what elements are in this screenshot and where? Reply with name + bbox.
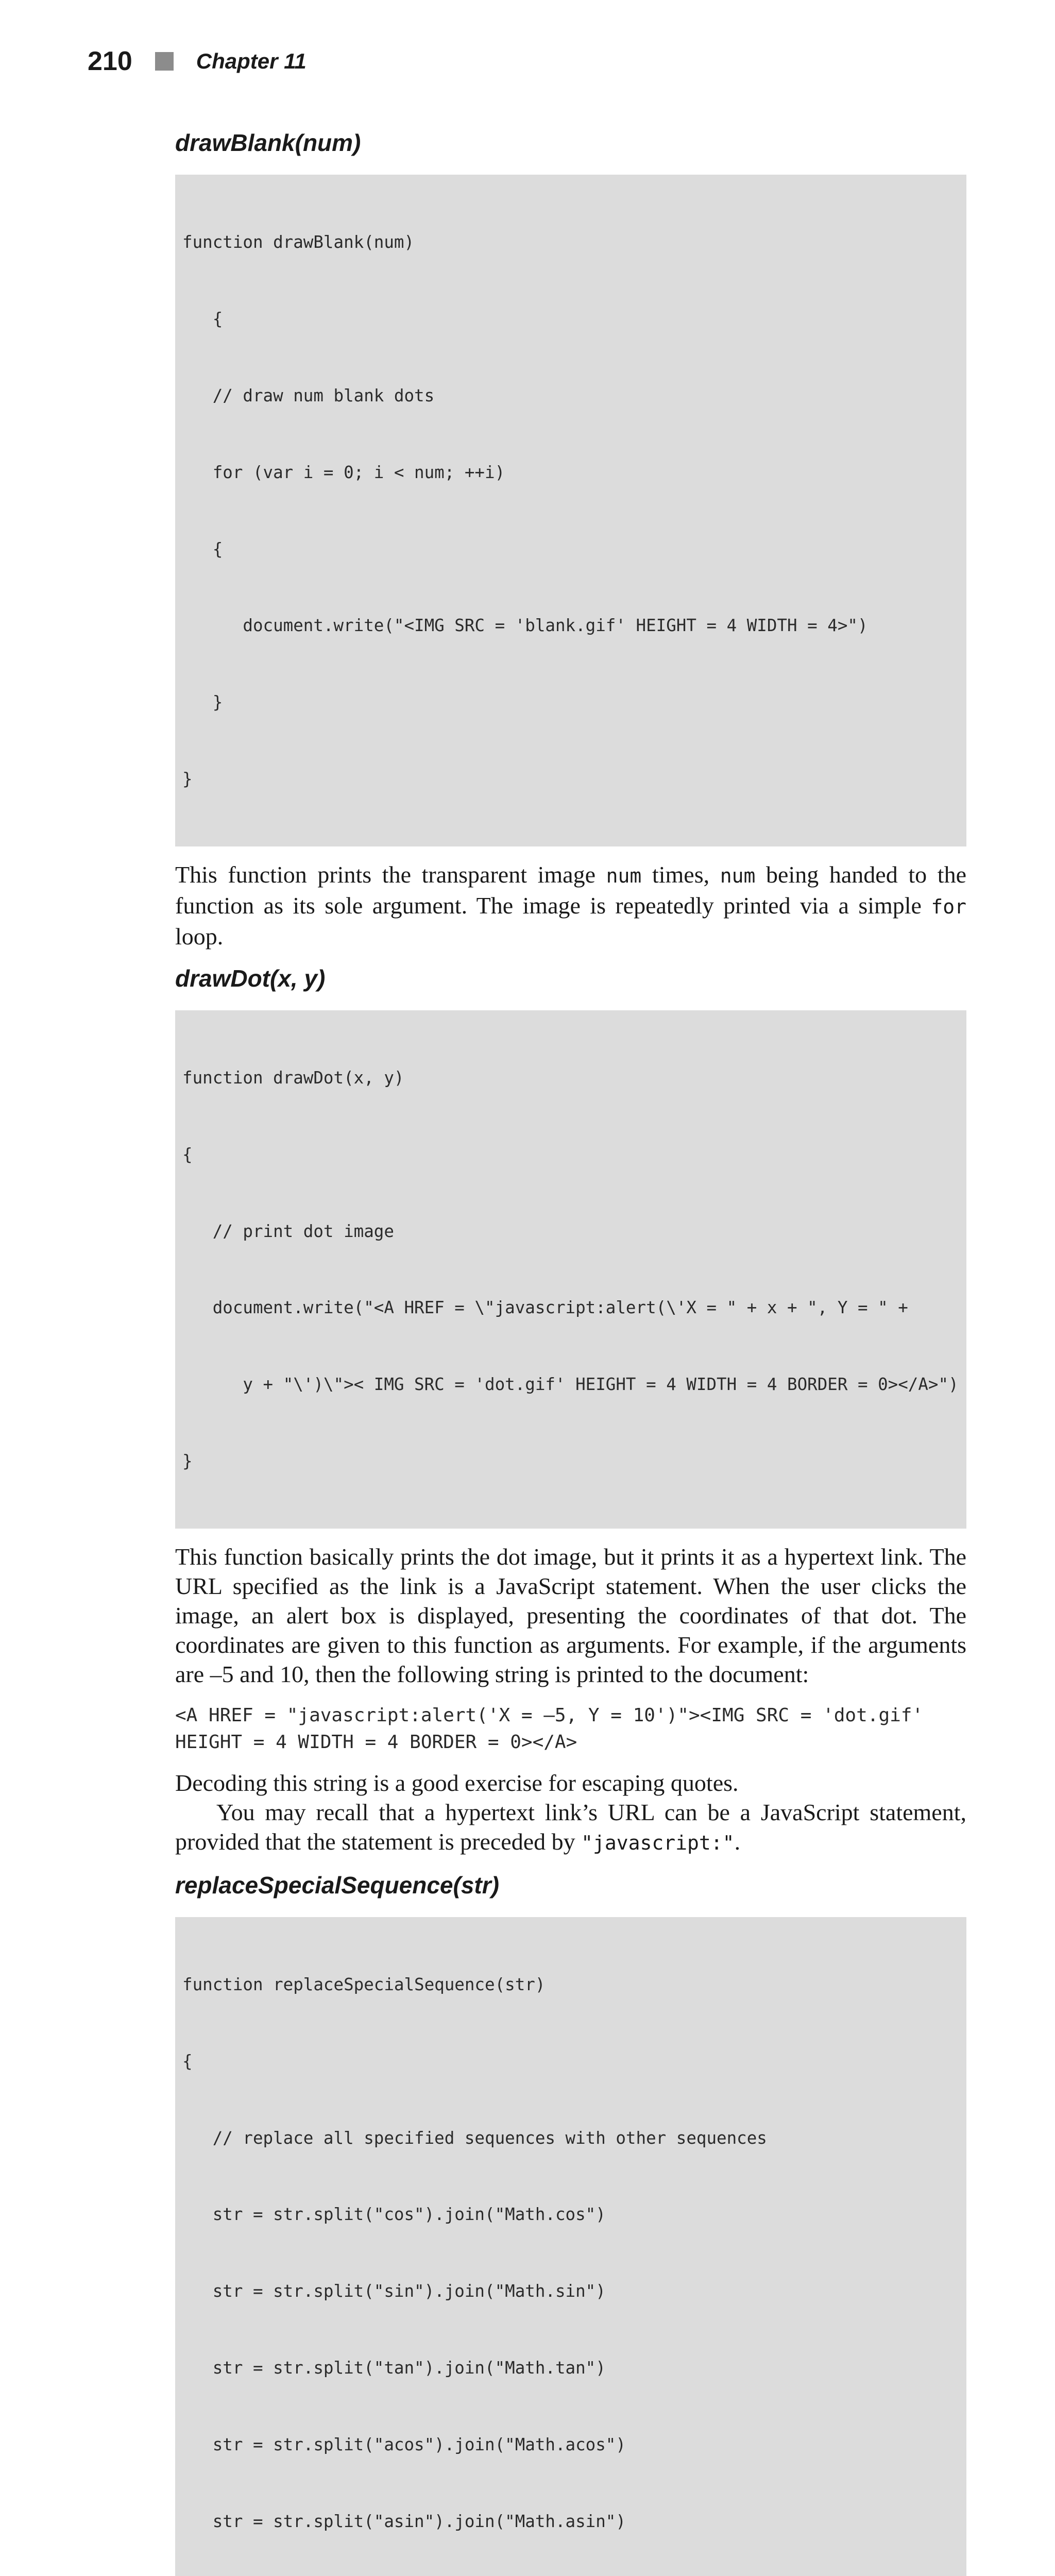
code-line: str = str.split("cos").join("Math.cos") <box>182 2205 606 2225</box>
page-header <box>88 43 307 79</box>
paragraph-drawdot-description: This function basically prints the dot image, but it prints it as a hypertext link. The URL specified as the link is a JavaScript statement. When the user clicks the image, an alert box is displayed, presenting the coordinates of that dot. The coordinates are given to this function as arguments. For example, if the arguments are –5 and 10, then the following string is printed to the document: <box>175 1543 966 1687</box>
code-line: str = str.split("tan").join("Math.tan") <box>182 2358 606 2378</box>
inline-code: "javascript:" <box>581 1831 735 1854</box>
code-line: function drawDot(x, y) <box>182 1068 404 1088</box>
code-line: // print dot image <box>182 1221 394 1241</box>
text-run: loop. <box>175 923 224 950</box>
page-number: 210 <box>88 46 132 76</box>
code-line: y + "\')\">< IMG SRC = 'dot.gif' HEIGHT = 4 WIDTH = 4 BORDER = 0></A>") <box>182 1375 959 1395</box>
code-line: str = str.split("asin").join("Math.asin") <box>182 2511 626 2531</box>
text-run: being handed to the function as its sole argument. The image is repeatedly printed via a simple <box>175 861 966 919</box>
text-run: You may recall that a hypertext link’s URL can be a JavaScript statement, provided that the statement is preceded by <box>175 1799 966 1855</box>
code-line: function drawBlank(num) <box>182 232 415 252</box>
code-line: document.write("<A HREF = \"javascript:alert(\'X = " + x + ", Y = " + <box>182 1298 908 1318</box>
code-line: // draw num blank dots <box>182 385 435 405</box>
code-line: { <box>182 309 223 329</box>
page-content <box>175 129 966 2576</box>
output-line: <A HREF = "javascript:alert('X = –5, Y = 10')"><IMG SRC = 'dot.gif' <box>175 1704 924 1726</box>
code-line: } <box>182 692 223 713</box>
text-run: This function prints the transparent image <box>175 861 606 888</box>
output-string-block <box>175 1702 966 1756</box>
code-line: { <box>182 2051 193 2071</box>
inline-code: for <box>931 895 966 918</box>
code-block-drawdot <box>175 1010 966 1529</box>
code-line: str = str.split("acos").join("Math.acos") <box>182 2434 626 2454</box>
text-run: . <box>734 1828 741 1855</box>
code-line: document.write("<IMG SRC = 'blank.gif' HEIGHT = 4 WIDTH = 4>") <box>182 616 868 636</box>
section-heading-replacespecialsequence: replaceSpecialSequence(str) <box>175 1871 499 1899</box>
section-heading-drawblank: drawBlank(num) <box>175 129 361 156</box>
code-line: // replace all specified sequences with other sequences <box>182 2128 767 2148</box>
inline-code: num <box>720 864 756 887</box>
paragraph-drawblank-description <box>175 860 966 951</box>
code-line: } <box>182 1451 193 1471</box>
inline-code: num <box>606 864 642 887</box>
output-line: HEIGHT = 4 WIDTH = 4 BORDER = 0></A> <box>175 1731 577 1753</box>
code-line: } <box>182 769 193 789</box>
code-line: { <box>182 539 223 559</box>
code-line: function replaceSpecialSequence(str) <box>182 1975 546 1995</box>
text-run: times, <box>641 861 720 888</box>
section-heading-drawdot: drawDot(x, y) <box>175 964 326 992</box>
code-line: str = str.split("sin").join("Math.sin") <box>182 2281 606 2301</box>
paragraph-recall <box>175 1798 966 1858</box>
header-square-ornament <box>155 52 174 71</box>
code-block-replacespecialsequence <box>175 1917 966 2576</box>
chapter-label: Chapter 11 <box>196 49 307 73</box>
code-line: { <box>182 1144 193 1164</box>
paragraph-decoding: Decoding this string is a good exercise for escaping quotes. <box>175 1769 739 1796</box>
code-line: for (var i = 0; i < num; ++i) <box>182 462 505 482</box>
code-block-drawblank <box>175 175 966 846</box>
